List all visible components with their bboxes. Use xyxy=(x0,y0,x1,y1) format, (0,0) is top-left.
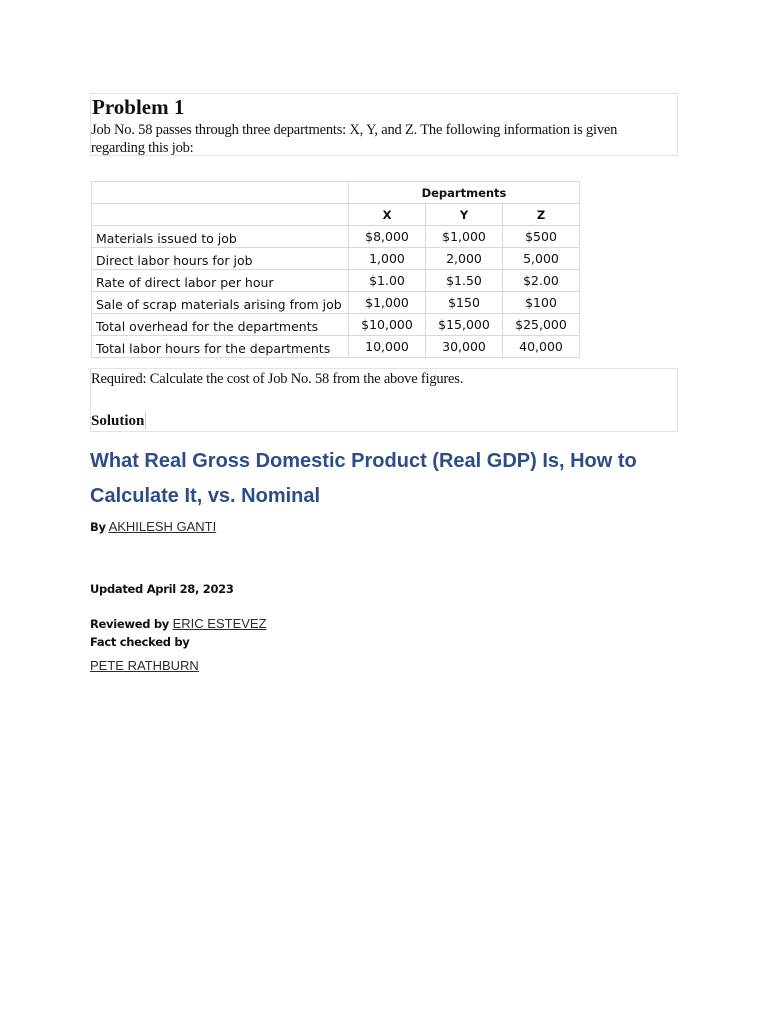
fact-checked-line xyxy=(90,633,189,651)
author-link[interactable]: AKHILESH GANTI xyxy=(108,519,217,534)
problem-description: Job No. 58 passes through three departments: X, Y, and Z. The following information is given regarding this job: xyxy=(91,122,618,156)
solution-heading: Solution xyxy=(91,413,145,429)
fact-checked-label: Fact checked by xyxy=(90,635,190,649)
cell-value: $1.00 xyxy=(349,270,426,292)
table-row xyxy=(92,270,580,292)
table-column-row xyxy=(92,204,580,226)
column-x: X xyxy=(349,204,426,226)
departments-table xyxy=(91,181,580,358)
row-label: Direct labor hours for job xyxy=(92,248,349,270)
table-row xyxy=(92,248,580,270)
reviewed-line xyxy=(90,615,267,633)
column-z: Z xyxy=(503,204,580,226)
row-label: Rate of direct labor per hour xyxy=(92,270,349,292)
fact-checker-link[interactable]: PETE RATHBURN xyxy=(90,658,199,673)
byline xyxy=(90,518,216,536)
cell-value: $10,000 xyxy=(349,314,426,336)
problem-title: Problem 1 xyxy=(92,95,185,119)
cell-value: 10,000 xyxy=(349,336,426,358)
column-y: Y xyxy=(426,204,503,226)
table-row xyxy=(92,314,580,336)
row-label: Total overhead for the departments xyxy=(92,314,349,336)
table-row xyxy=(92,336,580,358)
table-header-row xyxy=(92,182,580,204)
cell-value: 2,000 xyxy=(426,248,503,270)
cell-value: 1,000 xyxy=(349,248,426,270)
cell-value: $500 xyxy=(503,226,580,248)
article-title: What Real Gross Domestic Product (Real GDP) Is, How to Calculate It, vs. Nominal xyxy=(90,450,637,507)
cell-value: 5,000 xyxy=(503,248,580,270)
row-label: Total labor hours for the departments xyxy=(92,336,349,358)
cell-value: $1,000 xyxy=(349,292,426,314)
by-label: By xyxy=(90,520,106,534)
table-row xyxy=(92,226,580,248)
cell-value: $2.00 xyxy=(503,270,580,292)
cell-value: $1.50 xyxy=(426,270,503,292)
cell-value: $15,000 xyxy=(426,314,503,336)
table-row xyxy=(92,292,580,314)
cell-value: $100 xyxy=(503,292,580,314)
cell-value: $150 xyxy=(426,292,503,314)
departments-header: Departments xyxy=(349,182,580,204)
cell-value: $1,000 xyxy=(426,226,503,248)
required-text: Required: Calculate the cost of Job No. 58 from the above figures. xyxy=(91,371,464,387)
updated-date: Updated April 28, 2023 xyxy=(90,582,234,596)
fact-checker-line xyxy=(90,657,199,674)
row-label: Sale of scrap materials arising from job xyxy=(92,292,349,314)
cell-value: 30,000 xyxy=(426,336,503,358)
cell-value: $25,000 xyxy=(503,314,580,336)
cell-value: 40,000 xyxy=(503,336,580,358)
reviewer-link[interactable]: ERIC ESTEVEZ xyxy=(172,616,267,631)
reviewed-label: Reviewed by xyxy=(90,617,169,631)
cell-value: $8,000 xyxy=(349,226,426,248)
row-label: Materials issued to job xyxy=(92,226,349,248)
